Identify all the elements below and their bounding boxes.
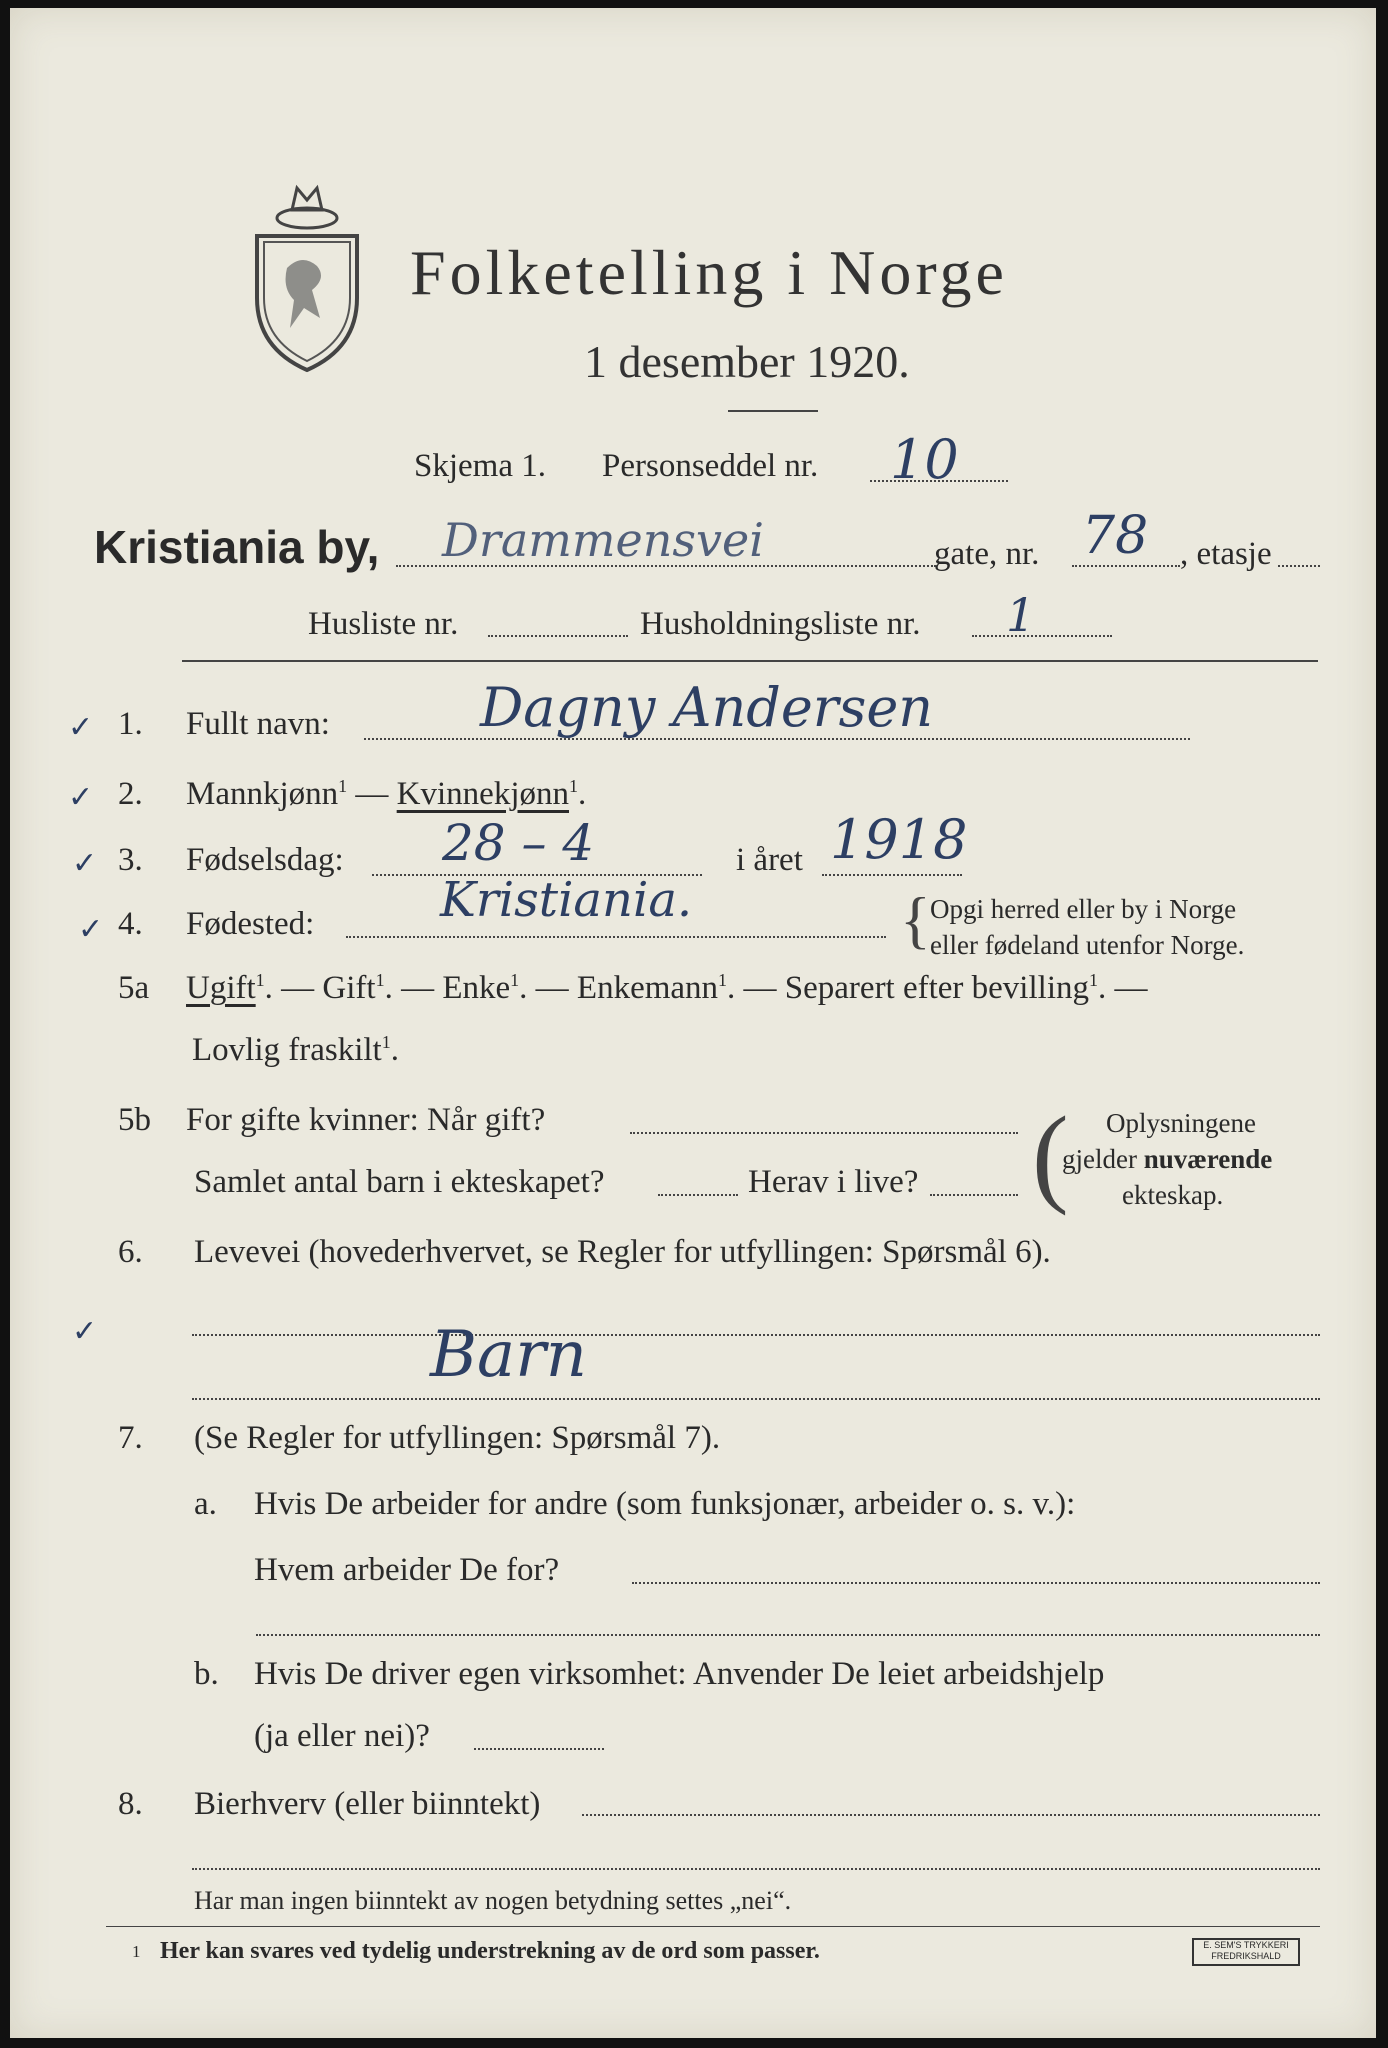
etasje-line [1278,565,1320,567]
title-rule [728,410,818,412]
option-gift[interactable]: — Gift [281,970,376,1006]
option-separert[interactable]: — Separert efter bevilling [743,970,1089,1006]
husholdning-line [972,635,1112,637]
q5b-number: 5b [118,1102,151,1138]
q8-number: 8. [118,1786,143,1822]
husliste-line [488,635,628,637]
q7b-text: Hvis De driver egen virksomhet: Anvender De leiet arbeidshjelp [254,1656,1105,1692]
q3-label: Fødselsdag: [186,842,344,878]
footer-rule [106,1926,1320,1927]
skjema-label: Skjema 1. [414,448,546,484]
q1-number: 1. [118,706,143,742]
q5b-alive-line [930,1194,1018,1196]
q8-line-2 [192,1868,1320,1870]
option-mannkjonn[interactable]: Mannkjønn [186,776,339,812]
q4-note-1: Opgi herred eller by i Norge [930,894,1237,924]
city-label: Kristiania by, [94,521,380,573]
q5b-married-line [630,1132,1018,1134]
q7b-question: (ja eller nei)? [254,1718,430,1754]
year-line [822,874,962,876]
q6-line-2 [192,1398,1320,1400]
check-mark-q2: ✓ [68,780,94,815]
option-enke[interactable]: — Enke [401,970,511,1006]
q7a-text: Hvis De arbeider for andre (som funksjonær, arbeider o. s. v.): [254,1486,1076,1522]
q7a-question: Hvem arbeider De for? [254,1552,560,1588]
option-lovlig-fraskilt[interactable]: Lovlig fraskilt$^1$. [192,1032,399,1068]
census-date: 1 desember 1920. [584,336,910,387]
q5b-note-2: gjelder nuværende [1062,1144,1273,1174]
q8-label: Bierhverv (eller biinntekt) [194,1786,541,1822]
husholdning-label: Husholdningsliste nr. [640,606,921,642]
q5a-options: Ugift$^1$. — Gift$^1$. — Enke$^1$. — Enkemann$^1$. — Separert efter bevilling$^1$. — [186,970,1148,1006]
footnote-text: Her kan svares ved tydelig understrekning av de ord som passer. [160,1938,820,1964]
q5b-label-2: Samlet antal barn i ekteskapet? [194,1164,605,1200]
option-ugift[interactable]: Ugift [186,970,256,1006]
birthdate-value[interactable]: 28 – 4 [442,814,595,872]
option-kvinnekjonn[interactable]: Kvinnekjønn [396,776,569,812]
personseddel-value[interactable]: 10 [890,428,959,491]
q8-line-1 [582,1814,1320,1816]
birthplace-value[interactable]: Kristiania. [440,872,693,928]
q5b-note-1: Oplysningene [1106,1108,1256,1138]
q4-note-2: eller fødeland utenfor Norge. [930,930,1245,960]
census-form [10,8,1376,2038]
nr-value[interactable]: 78 [1082,506,1149,566]
q7a-line-2 [256,1634,1320,1636]
q1-label: Fullt navn: [186,706,330,742]
q7-number: 7. [118,1420,143,1456]
q5b-label-1: For gifte kvinner: Når gift? [186,1102,546,1138]
husholdning-value[interactable]: 1 [1006,588,1036,642]
q2-number: 2. [118,776,143,812]
header-divider [182,660,1318,662]
check-mark-q1: ✓ [68,710,94,745]
etasje-label: , etasje [1180,536,1272,572]
q5a-number: 5a [118,970,150,1006]
q3-number: 3. [118,842,143,878]
option-dash: — [355,776,389,812]
q4-line [346,936,886,938]
option-enkemann[interactable]: — Enkemann [535,970,719,1006]
husliste-label: Husliste nr. [308,606,459,642]
q4-label: Fødested: [186,906,315,942]
q4-number: 4. [118,906,143,942]
q6-label: Levevei (hovederhvervet, se Regler for utfyllingen: Spørsmål 6). [194,1234,1051,1270]
q4-note-brace: { [900,884,931,955]
q7b-letter: b. [194,1656,219,1692]
check-mark-q3: ✓ [72,846,98,881]
check-mark-q6: ✓ [72,1314,98,1349]
footer-note: Har man ingen biinntekt av nogen betydning settes „nei“. [194,1886,792,1915]
occupation-value[interactable]: Barn [430,1318,587,1392]
year-label: i året [736,842,803,878]
personseddel-label: Personseddel nr. [602,448,819,484]
q5b-note-brace: ( [1032,1094,1069,1216]
q6-number: 6. [118,1234,143,1270]
gate-label: gate, nr. [934,536,1040,572]
q6-line-1 [192,1334,1320,1336]
q7-label: (Se Regler for utfyllingen: Spørsmål 7). [194,1420,721,1456]
q7a-line-1 [632,1582,1320,1584]
check-mark-q4: ✓ [78,912,104,947]
coat-of-arms-icon [242,178,372,383]
full-name-value[interactable]: Dagny Andersen [480,676,934,739]
q2-options: Mannkjønn$^1$ — Kvinnekjønn$^1$. [186,776,587,812]
form-title: Folketelling i Norge [410,237,1008,308]
q5b-children-line [658,1194,738,1196]
birth-year-value[interactable]: 1918 [830,808,968,871]
printer-stamp: E. SEM'S TRYKKERI FREDRIKSHALD [1192,1938,1300,1966]
q7a-letter: a. [194,1486,217,1522]
q5b-note-3: ekteskap. [1122,1180,1224,1210]
q5b-label-3: Herav i live? [748,1164,919,1200]
street-value[interactable]: Drammensvei [442,513,764,567]
q7b-line [474,1748,604,1750]
footnote-mark: 1 [132,1942,141,1961]
